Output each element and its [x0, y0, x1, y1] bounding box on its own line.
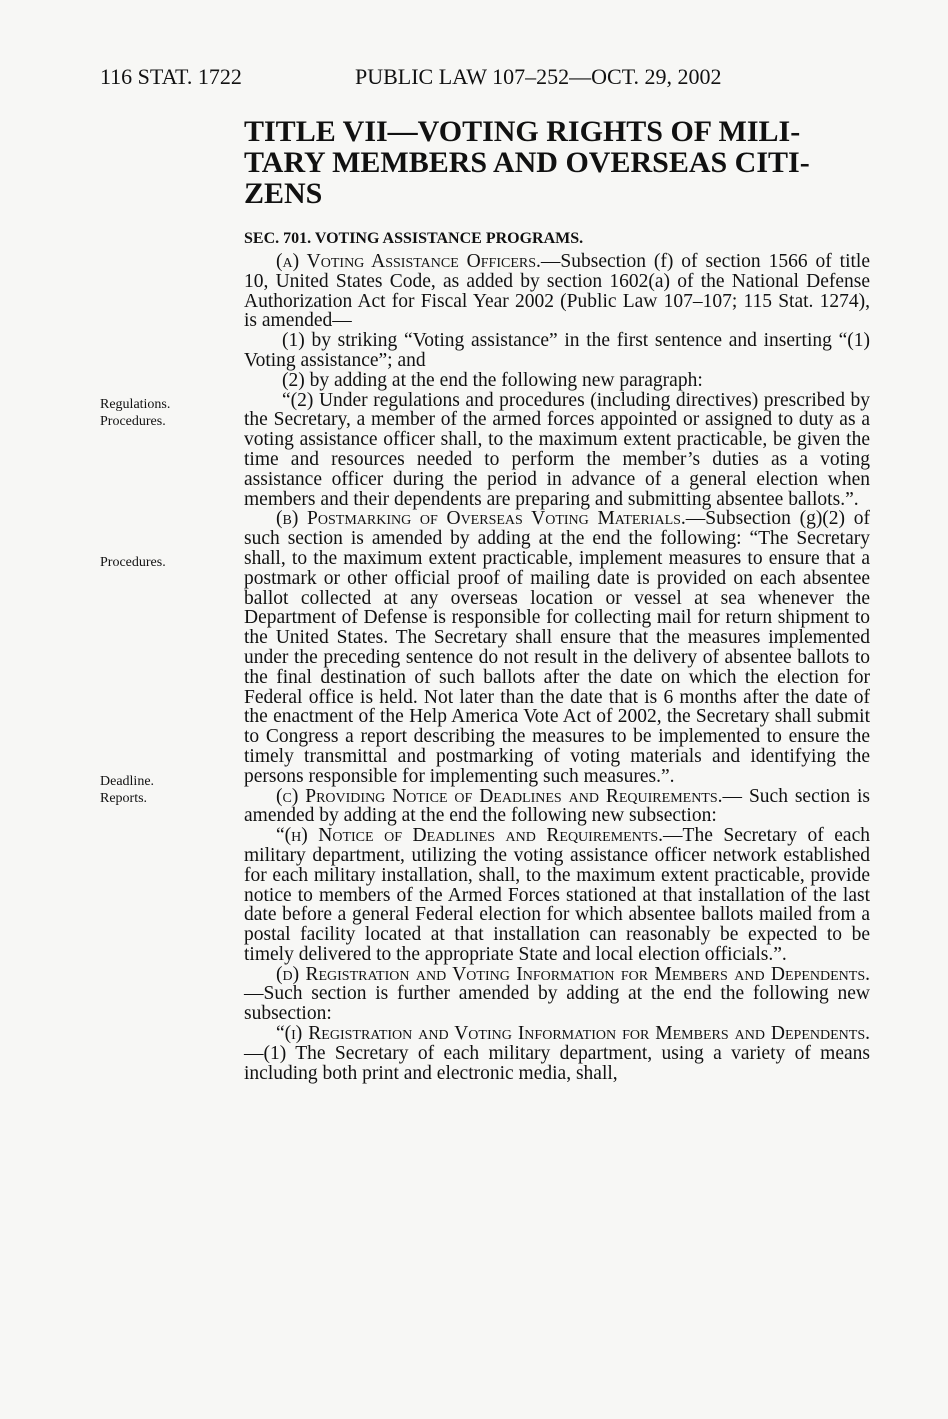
quoted-paragraph-2: “(2) Under regulations and procedures (including directives) prescribed by the Secretary, a member of the armed forces appointed or assigned to duty as a voting assistance officer shall, to the maximum extent practicable, be given the time and resources needed to perform the member’s duties as a voting assistance officer during the period in advance of a general election when members and their dependents are preparing and submitting absentee ballots.”.: [244, 389, 870, 510]
margin-note-text: Procedures.: [100, 555, 166, 570]
quoted-subsection-h: [244, 826, 870, 965]
subsection-a: [244, 252, 870, 331]
subsection-b: [244, 509, 870, 786]
margin-note-text: Procedures.: [100, 414, 166, 429]
subsection-heading: (c) Providing Notice of Deadlines and Requirements.: [276, 785, 723, 807]
subsection-c: [244, 787, 870, 827]
paragraph-a1: (1) by striking “Voting assistance” in the first sentence and inserting “(1) Voting assistance”; and: [244, 330, 870, 371]
subsection-text: —Such section is further amended by adding at the end the following new subsection:: [244, 983, 870, 1025]
subsection-heading: “(h) Notice of Deadlines and Requirements.: [276, 825, 664, 847]
margin-note-text: Deadline.: [100, 774, 155, 789]
title-heading: TITLE VII—VOTING RIGHTS OF MILI- TARY MEMBERS AND OVERSEAS CITI- ZENS: [244, 115, 810, 210]
margin-note-deadline-reports: [100, 773, 220, 807]
subsection-heading: (a) Voting Assistance Officers.: [276, 251, 541, 272]
subsection-heading: (b) Postmarking of Overseas Voting Materials.: [276, 508, 686, 530]
public-law-citation: PUBLIC LAW 107–252—OCT. 29, 2002: [355, 64, 722, 89]
subsection-heading: “(i) Registration and Voting Information for Members and Dependents.: [276, 1023, 870, 1045]
subsection-text: —(1) The Secretary of each military department, using a variety of means including both print and electronic media, shall,: [244, 1042, 870, 1084]
margin-note-procedures: [100, 554, 220, 571]
subsection-text: — Such section is amended by adding at the end the following new subsection:: [244, 785, 870, 827]
quoted-subsection-i: [244, 1024, 870, 1083]
margin-note-text: Regulations.: [100, 397, 171, 412]
subsection-text: —Subsection (g)(2) of such section is amended by adding at the end the following: “The Secretary shall, to the maximum extent practicable, implement measures to ensure that a postmark or other official proof of mailing date is provided on each absentee ballot collected at any overseas location or vessel at sea whenever the Department of Defense is responsible for collecting mail for return shipment to the United States. The Secretary shall ensure that the measures implemented under the preceding sentence do not result in the delivery of absentee ballots to the final destination of such ballots after the date on which the election for Federal office is held. Not later than the date that is 6 months after the date of the enactment of the Help America Vote Act of 2002, the Secretary shall submit to Congress a report describing the measures to be implemented to ensure the timely transmittal and postmarking of voting materials and identifying the persons responsible for implementing such measures.”.: [244, 508, 870, 787]
document-body: [244, 252, 870, 1083]
paragraph-a2: (2) by adding at the end the following new paragraph:: [282, 369, 703, 391]
subsection-heading: (d) Registration and Voting Information for Members and Dependents.: [276, 963, 870, 985]
subsection-text: —Subsection (f) of section 1566 of title 10, United States Code, as added by section 1602(a) of the National Defense Authorization Act for Fiscal Year 2002 (Public Law 107–107; 115 Stat. 1274), is amended—: [244, 251, 870, 332]
margin-note-text: Reports.: [100, 791, 148, 806]
section-heading: SEC. 701. VOTING ASSISTANCE PROGRAMS.: [244, 230, 584, 247]
statute-page-number: 116 STAT. 1722: [100, 64, 242, 89]
subsection-text: —The Secretary of each military department, utilizing the voting assistance officer network established for each military installation, shall, to the maximum extent practicable, provide notice to members of the Armed Forces stationed at that installation of the last date before a general Federal election for which absentee ballots mailed from a postal facility located at that installation can reasonably be expected to be timely delivered to the appropriate State and local election officials.”.: [244, 825, 870, 965]
subsection-d: [244, 965, 870, 1024]
margin-note-regulations-procedures: [100, 396, 220, 430]
